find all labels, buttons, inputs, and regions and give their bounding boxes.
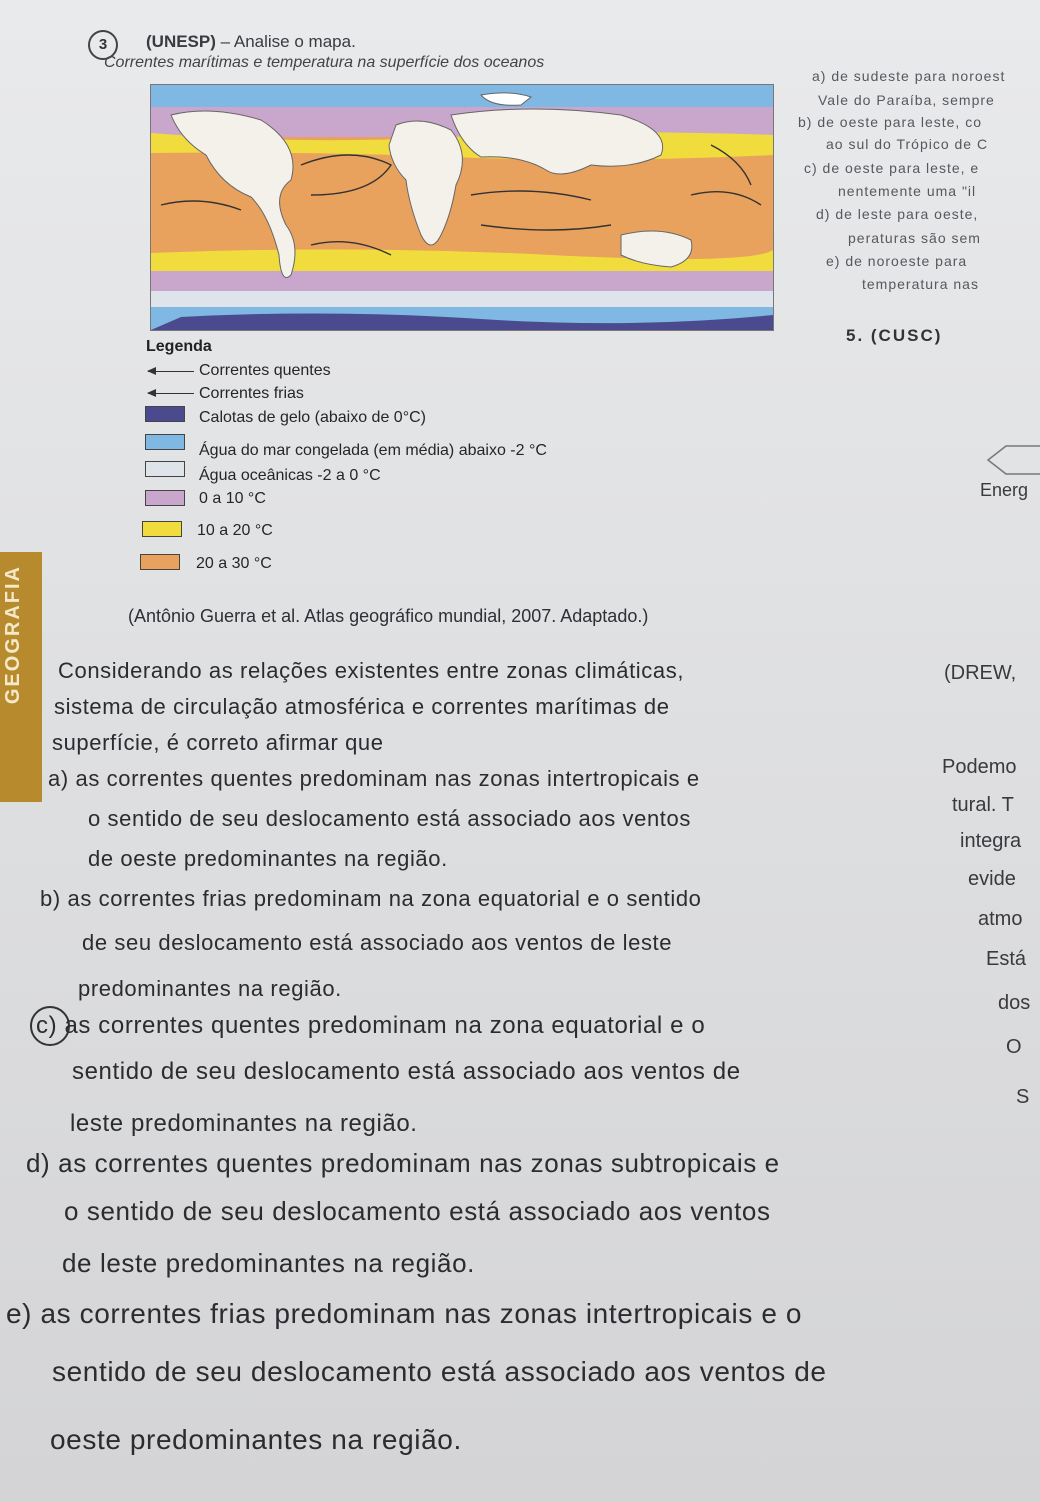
right-line-3: b) de oeste para leste, co — [798, 114, 982, 130]
option-a-line-3: de oeste predominantes na região. — [88, 846, 448, 871]
question-number: 3 — [88, 30, 118, 60]
legend-20-30: 20 a 30 °C — [196, 555, 272, 572]
right-line-8: peraturas são sem — [848, 230, 981, 246]
fragment-podem: Podemo — [942, 756, 1017, 778]
fragment-energ: Energ — [980, 480, 1029, 500]
option-c-line-1: as correntes quentes predominam na zona equatorial e o — [64, 1012, 706, 1039]
option-c-line-3: leste predominantes na região. — [70, 1110, 418, 1137]
map-title: Correntes marítimas e temperatura na superfície dos oceanos — [104, 54, 545, 71]
option-e[interactable] — [6, 1298, 802, 1330]
option-d-line-3: de leste predominantes na região. — [62, 1248, 475, 1278]
option-b-line-2: de seu deslocamento está associado aos ventos de leste — [82, 930, 673, 955]
fragment-integra: integra — [960, 830, 1022, 852]
legend-ice-caps: Calotas de gelo (abaixo de 0°C) — [199, 409, 426, 426]
right-line-7: d) de leste para oeste, — [816, 206, 979, 222]
option-b-line-3: predominantes na região. — [78, 976, 342, 1001]
option-e-letter: e) — [6, 1298, 33, 1329]
stem-line-1: Considerando as relações existentes entre zonas climáticas, — [58, 658, 685, 683]
legend-10-20: 10 a 20 °C — [197, 522, 273, 539]
legend-swatch-frozen-sea — [145, 434, 185, 450]
fragment-tural: tural. T — [952, 794, 1014, 816]
legend-swatch-ice-caps — [145, 406, 185, 422]
legend-swatch-0-10 — [145, 490, 185, 506]
fragment-o: O — [1006, 1036, 1022, 1058]
stem-line-3: superfície, é correto afirmar que — [52, 730, 384, 755]
legend-swatch-oceanic-water — [145, 461, 185, 477]
option-a-line-1: as correntes quentes predominam nas zonas intertropicais e — [75, 766, 700, 791]
world-map-illustration — [151, 85, 773, 330]
right-line-5: c) de oeste para leste, e — [804, 160, 980, 176]
fragment-dos: dos — [998, 992, 1031, 1014]
option-e-line-2: sentido de seu deslocamento está associado aos ventos de — [52, 1356, 827, 1387]
subject-side-label: GEOGRAFIA — [2, 565, 24, 705]
option-d-line-2: o sentido de seu deslocamento está associado aos ventos — [64, 1196, 771, 1226]
legend-swatch-10-20 — [142, 521, 182, 537]
fragment-drew: (DREW, — [944, 662, 1017, 684]
legend-swatch-20-30 — [140, 554, 180, 570]
question-source: (UNESP) — [146, 32, 216, 51]
question-instruction: – Analise o mapa. — [220, 32, 356, 51]
source-note: (Antônio Guerra et al. Atlas geográfico mundial, 2007. Adaptado.) — [128, 606, 649, 626]
option-c-line-2: sentido de seu deslocamento está associado aos ventos de — [72, 1058, 741, 1085]
legend-warm-currents: Correntes quentes — [199, 362, 331, 379]
option-a-line-2: o sentido de seu deslocamento está associado aos ventos — [88, 806, 691, 831]
legend-cold-currents: Correntes frias — [199, 385, 304, 402]
right-line-2: Vale do Paraíba, sempre — [818, 92, 995, 108]
fragment-s: S — [1016, 1086, 1030, 1108]
legend-title: Legenda — [146, 338, 212, 355]
right-line-10: temperatura nas — [862, 276, 979, 292]
option-e-line-3: oeste predominantes na região. — [50, 1424, 462, 1455]
option-e-line-1: as correntes frias predominam nas zonas intertropicais e o — [40, 1298, 803, 1329]
option-b-line-1: as correntes frias predominam na zona equatorial e o sentido — [67, 886, 702, 911]
question-header — [146, 32, 356, 52]
option-d[interactable] — [26, 1148, 780, 1179]
option-b[interactable] — [40, 886, 702, 912]
legend-0-10: 0 a 10 °C — [199, 490, 266, 507]
stem-line-2: sistema de circulação atmosférica e correntes marítimas de — [54, 694, 670, 719]
cold-current-arrow-icon — [148, 393, 194, 394]
fragment-evide: evide — [968, 868, 1016, 890]
option-a-letter: a) — [48, 766, 69, 791]
right-line-9: e) de noroeste para — [826, 253, 968, 269]
arrow-shape-icon — [986, 440, 1040, 480]
ocean-temperature-map — [150, 84, 774, 331]
fragment-esta: Está — [986, 948, 1027, 970]
right-line-1: a) de sudeste para noroest — [812, 68, 1006, 84]
warm-current-arrow-icon — [148, 371, 194, 372]
legend-frozen-sea: Água do mar congelada (em média) abaixo -2 °C — [199, 442, 547, 459]
option-d-line-1: as correntes quentes predominam nas zonas subtropicais e — [58, 1148, 780, 1178]
option-d-letter: d) — [26, 1148, 51, 1178]
option-c[interactable] — [36, 1012, 705, 1040]
option-c-letter: c) — [36, 1012, 58, 1039]
option-b-letter: b) — [40, 886, 61, 911]
right-line-6: nentemente uma "il — [838, 183, 977, 199]
right-line-4: ao sul do Trópico de C — [826, 136, 989, 152]
next-question-heading: 5. (CUSC) — [846, 326, 943, 345]
fragment-atmo: atmo — [978, 908, 1023, 930]
option-a[interactable] — [48, 766, 700, 792]
legend-oceanic-water: Água oceânicas -2 a 0 °C — [199, 467, 381, 484]
